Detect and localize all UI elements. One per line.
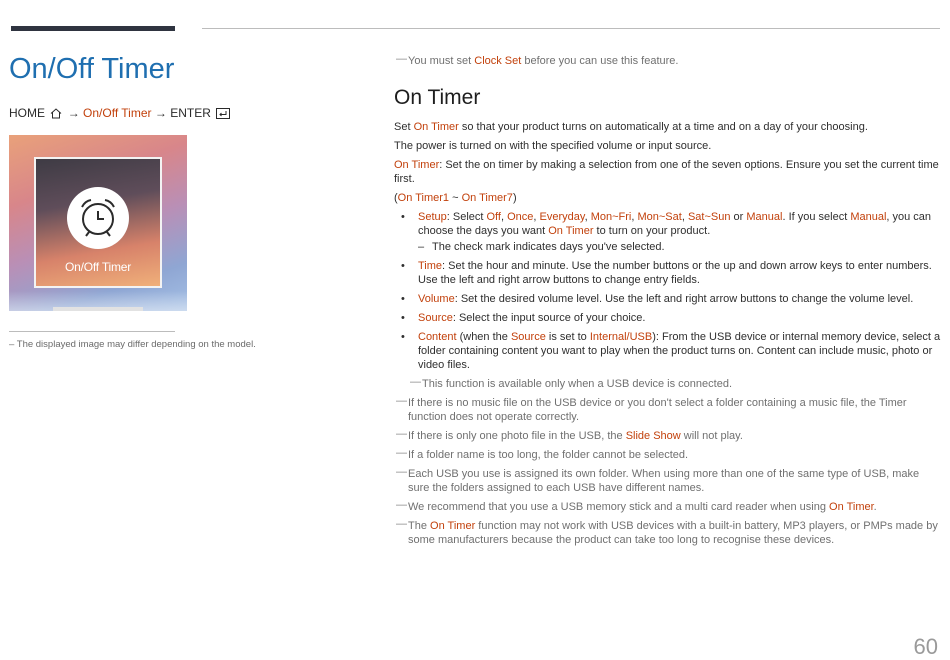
- text: ~: [449, 192, 462, 204]
- highlight: On Timer: [413, 121, 459, 133]
- bullet-setup: [394, 210, 942, 238]
- text: : Select: [446, 211, 487, 223]
- text: is set to: [545, 331, 590, 343]
- bullet-label: Content: [418, 331, 457, 343]
- text: , you can choose the days you want: [418, 211, 932, 237]
- photo-note: [394, 429, 942, 443]
- sub-bullet: – The check mark indicates days you've selected.: [394, 240, 942, 254]
- paragraph: [394, 158, 942, 186]
- breadcrumb-item: On/Off Timer: [83, 106, 152, 120]
- highlight: On Timer: [430, 520, 476, 532]
- main-content: [394, 54, 942, 552]
- option: Everyday: [539, 211, 585, 223]
- folder-assign-note: — Each USB you use is assigned its own folder. When using more than one of the same type of USB, make sure the folders assigned to each USB have different names.: [394, 467, 942, 495]
- option: Mon~Sat: [637, 211, 682, 223]
- page-number: 60: [913, 634, 938, 659]
- display-frame: [34, 157, 162, 288]
- highlight: On Timer1: [397, 192, 450, 204]
- breadcrumb-enter: ENTER: [170, 106, 211, 120]
- display-stand: [53, 307, 143, 311]
- paragraph: The power is turned on with the specified volume or input source.: [394, 140, 712, 152]
- text: will not play.: [680, 430, 743, 442]
- text: : Set the hour and minute. Use the number buttons or the up and down arrow keys to enter numbers. Use the left and right arrow buttons to change entry fields.: [418, 260, 932, 286]
- illustration-label: On/Off Timer: [64, 260, 132, 274]
- note-highlight: Clock Set: [474, 55, 522, 67]
- alarm-clock-icon: [67, 187, 129, 249]
- bullet-time: [394, 259, 942, 287]
- option: On Timer: [548, 225, 594, 237]
- left-column: [9, 50, 259, 120]
- option: Once: [507, 211, 534, 223]
- page-title: On/Off Timer: [9, 53, 175, 85]
- text: so that your product turns on automatically at a time and on a day of your choosing.: [458, 121, 868, 133]
- bullet-label: Time: [418, 260, 443, 272]
- bullet-content: [394, 330, 942, 372]
- text: If there is only one photo file in the USB, the: [408, 430, 626, 442]
- breadcrumb: [9, 106, 232, 122]
- option: Mon~Fri: [590, 211, 632, 223]
- bullet-volume: [394, 292, 942, 306]
- left-rule: [9, 331, 175, 332]
- text: We recommend that you use a USB memory stick and a multi card reader when using: [408, 501, 830, 513]
- text: The: [408, 520, 431, 532]
- section-title: On Timer: [394, 86, 481, 109]
- note-text: You must set: [408, 55, 475, 67]
- compat-note: [394, 519, 942, 547]
- highlight: On Timer: [394, 159, 440, 171]
- option: Off: [486, 211, 501, 223]
- text: or: [730, 211, 747, 223]
- option: Sat~Sun: [687, 211, 731, 223]
- text: ): [512, 192, 517, 204]
- option: Manual: [746, 211, 783, 223]
- text: ,: [584, 211, 591, 223]
- music-note: — If there is no music file on the USB device or you don't select a folder containing a music file, the Timer function does not operate correctly.: [394, 396, 942, 424]
- text: : Set the desired volume level. Use the left and right arrow buttons to change the volume level.: [454, 293, 914, 305]
- clock-set-note: [394, 54, 942, 68]
- folder-name-note: — If a folder name is too long, the folder cannot be selected.: [394, 448, 942, 462]
- text: : Set the on timer by making a selection from one of the seven options. Ensure you set the current time first.: [394, 159, 939, 185]
- text: ,: [533, 211, 540, 223]
- highlight: On Timer7: [461, 192, 513, 204]
- image-disclaimer: – The displayed image may differ depending on the model.: [9, 339, 256, 350]
- breadcrumb-home: HOME: [9, 106, 45, 120]
- text: ): From the USB device or internal memory device, select a folder containing content you want to play when the product turns on. Content can include music, photo or video files.: [418, 331, 941, 371]
- recommend-note: [394, 500, 942, 514]
- highlight: Internal/USB: [589, 331, 653, 343]
- text: Set: [394, 121, 414, 133]
- top-rule: [202, 28, 940, 29]
- text: function may not work with USB devices with a built-in battery, MP3 players, or PMPs made by some manufacturers because the product can take too long to recognise these devices.: [408, 520, 938, 546]
- option: Manual: [850, 211, 887, 223]
- text: (: [394, 192, 398, 204]
- text: (when the: [456, 331, 511, 343]
- text: : Select the input source of your choice.: [452, 312, 646, 324]
- breadcrumb-arrow: →: [67, 106, 80, 120]
- bullet-source: [394, 311, 942, 325]
- bullet-label: Source: [418, 312, 453, 324]
- timer-illustration: [9, 135, 187, 311]
- text: ,: [631, 211, 638, 223]
- home-icon: [50, 108, 62, 122]
- highlight: Slide Show: [625, 430, 681, 442]
- text: ,: [681, 211, 688, 223]
- note-text: before you can use this feature.: [521, 55, 679, 67]
- highlight: On Timer: [829, 501, 874, 513]
- text: to turn on your product.: [593, 225, 711, 237]
- top-bar-accent: [11, 26, 175, 31]
- enter-icon: [216, 108, 230, 122]
- highlight: Source: [510, 331, 546, 343]
- image-disclaimer-text: The displayed image may differ depending on the model.: [16, 339, 256, 350]
- bullet-label: Volume: [418, 293, 455, 305]
- text: .: [873, 501, 877, 513]
- text: ,: [500, 211, 508, 223]
- usb-note: — This function is available only when a USB device is connected.: [408, 377, 942, 391]
- paragraph: [394, 120, 942, 134]
- bullet-label: Setup: [418, 211, 447, 223]
- text: . If you select: [782, 211, 851, 223]
- breadcrumb-arrow: →: [154, 106, 167, 120]
- paragraph: [394, 191, 942, 205]
